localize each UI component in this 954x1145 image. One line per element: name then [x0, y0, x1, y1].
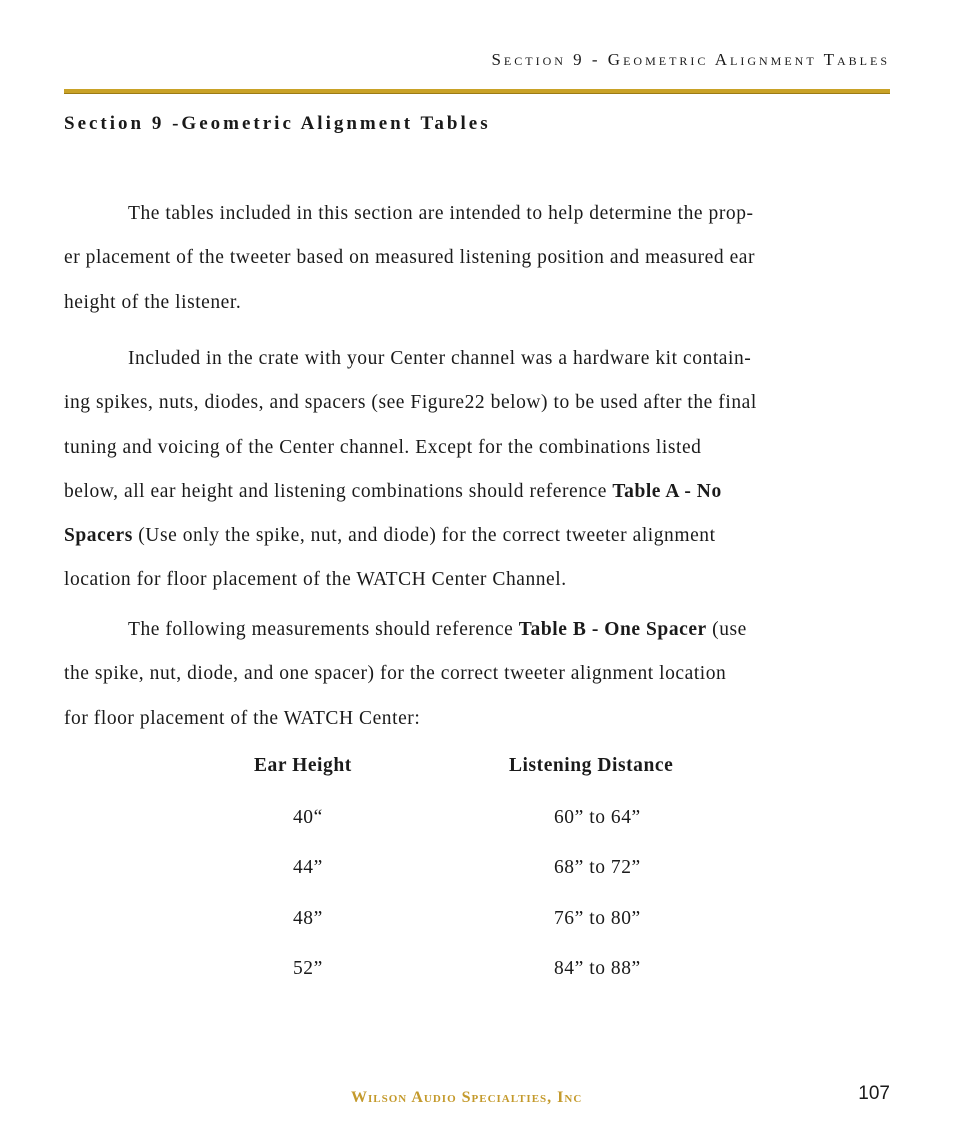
text-line: Included in the crate with your Center channel was a hardware kit contain- [128, 348, 752, 369]
text-line: below, all ear height and listening combinations should reference Table A - No [64, 480, 722, 502]
ear-height-cell: 44” [293, 857, 323, 878]
measurements-paragraph [64, 608, 894, 741]
table-a-reference: Table A - No [612, 480, 722, 502]
text-line: height of the listener. [64, 291, 242, 313]
listening-distance-cell: 60” to 64” [554, 807, 641, 828]
ear-height-header: Ear Height [254, 755, 352, 776]
text-line: Spacers (Use only the spike, nut, and diode) for the correct tweeter alignment [64, 525, 716, 547]
text-line: The tables included in this section are intended to help determine the prop- [128, 203, 754, 224]
page-number: 107 [858, 1083, 890, 1104]
header-rule [64, 89, 890, 94]
text-line: tuning and voicing of the Center channel. Except for the combinations listed [64, 436, 702, 458]
table-a-reference-cont: Spacers [64, 525, 133, 547]
running-header: Section 9 - Geometric Alignment Tables [491, 50, 890, 69]
text-line: er placement of the tweeter based on measured listening position and measured ear [64, 247, 756, 269]
text-line: for floor placement of the WATCH Center: [64, 707, 421, 729]
listening-distance-header: Listening Distance [509, 755, 674, 776]
hardware-kit-paragraph [64, 337, 894, 603]
footer-brand-logo: Wilson Audio Specialties, Inc [351, 1089, 583, 1106]
intro-paragraph [64, 192, 894, 325]
listening-distance-cell: 76” to 80” [554, 908, 641, 929]
ear-height-cell: 52” [293, 958, 323, 979]
ear-height-cell: 40“ [293, 807, 323, 828]
text-line: The following measurements should reference Table B - One Spacer (use [128, 619, 747, 640]
text-line: ing spikes, nuts, diodes, and spacers (see Figure22 below) to be used after the final [64, 392, 757, 414]
text-line: the spike, nut, diode, and one spacer) for the correct tweeter alignment location [64, 663, 727, 685]
text-line: location for floor placement of the WATCH Center Channel. [64, 569, 567, 591]
ear-height-cell: 48” [293, 908, 323, 929]
listening-distance-cell: 84” to 88” [554, 958, 641, 979]
table-b-reference: Table B - One Spacer [518, 619, 707, 640]
section-title: Section 9 -Geometric Alignment Tables [64, 113, 491, 134]
listening-distance-cell: 68” to 72” [554, 857, 641, 878]
